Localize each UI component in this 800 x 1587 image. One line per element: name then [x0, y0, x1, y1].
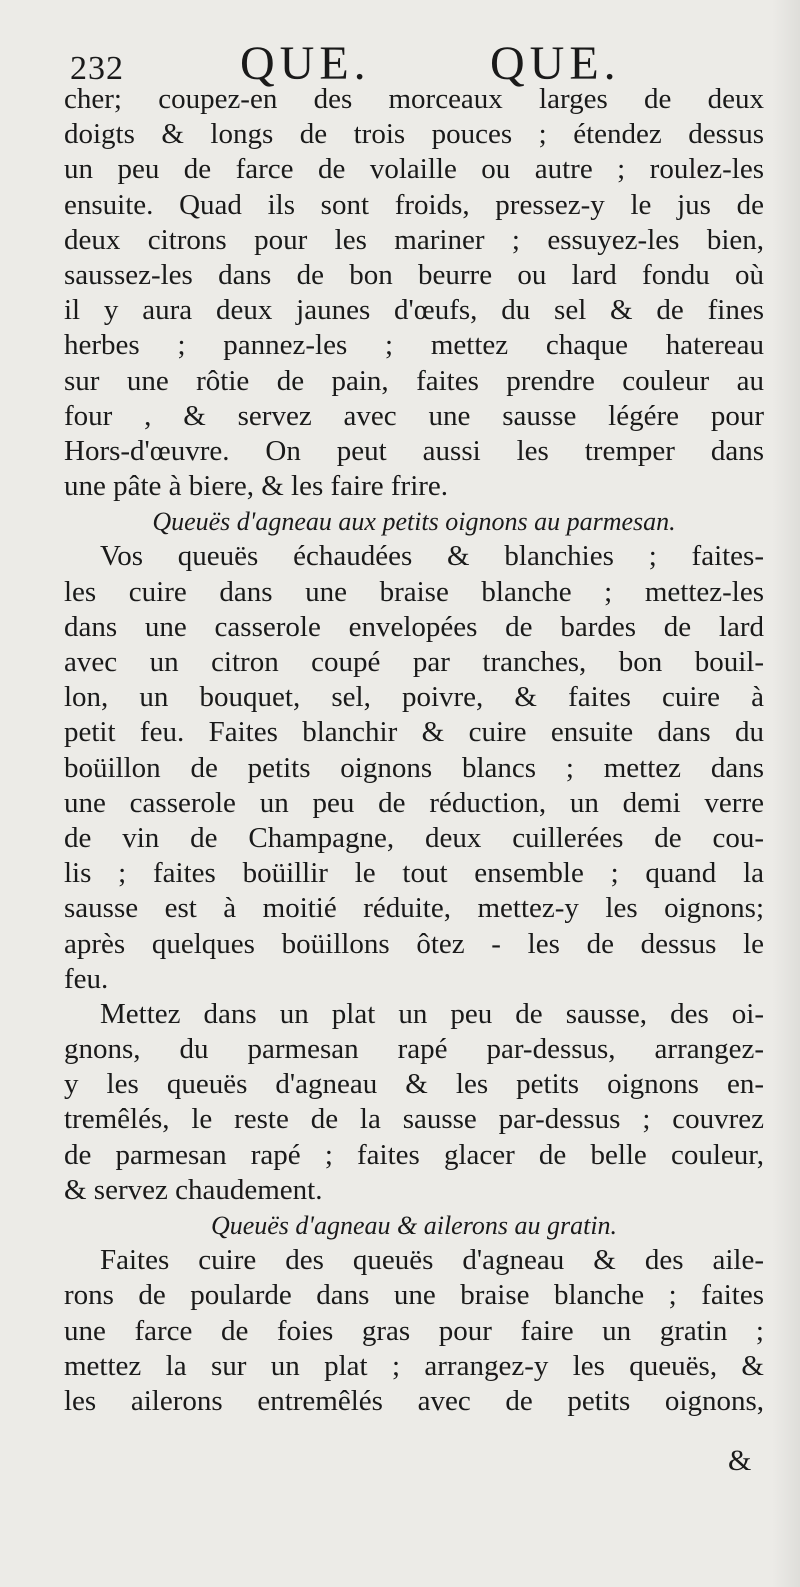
text-line: une pâte à biere, & les faire frire.	[64, 470, 449, 503]
catchword: &	[728, 1444, 752, 1477]
text-line: rons de poularde dans une braise blanche ; faites	[64, 1279, 764, 1312]
text-line: deux citrons pour les mariner ; essuyez-les bien,	[64, 223, 764, 256]
text-line: Mettez dans un plat un peu de sausse, des oi-	[100, 997, 764, 1030]
text-line: & servez chaudement.	[64, 1173, 323, 1206]
text-line: les ailerons entremêlés avec de petits oignons,	[64, 1384, 764, 1417]
text-line: y les queuës d'agneau & les petits oignons en-	[64, 1068, 764, 1101]
section-heading: Queuës d'agneau aux petits oignons au parmesan.	[152, 507, 676, 537]
text-line: les cuire dans une braise blanche ; mettez-les	[64, 575, 764, 608]
text-line: avec un citron coupé par tranches, bon bouil-	[64, 646, 764, 678]
text-line: Hors-d'œuvre. On peut aussi les tremper dans	[64, 434, 764, 467]
text-line: lis ; faites boüillir le tout ensemble ; quand la	[64, 857, 764, 890]
running-head-left: QUE.	[240, 37, 371, 90]
text-line: de parmesan rapé ; faites glacer de belle couleur,	[64, 1138, 764, 1171]
text-line: une farce de foies gras pour faire un gratin ;	[64, 1314, 764, 1347]
text-line: Vos queuës échaudées & blanchies ; faites-	[100, 540, 764, 573]
text-line: four , & servez avec une sausse légére pour	[64, 399, 764, 432]
text-line: lon, un bouquet, sel, poivre, & faites cuire à	[64, 681, 764, 714]
text-line: après quelques boüillons ôtez - les de dessus le	[64, 927, 764, 960]
text-line: feu.	[64, 962, 109, 995]
text-line: tremêlés, le reste de la sausse par-dessus ; couvrez	[64, 1103, 764, 1136]
text-line: petit feu. Faites blanchir & cuire ensuite dans du	[64, 716, 764, 749]
text-line: dans une casserole envelopées de bardes de lard	[64, 610, 764, 643]
text-line: saussez-les dans de bon beurre ou lard fondu où	[64, 258, 764, 291]
text-line: gnons, du parmesan rapé par-dessus, arrangez-	[64, 1033, 764, 1066]
text-line: de vin de Champagne, deux cuillerées de cou-	[64, 821, 764, 854]
text-line: sausse est à moitié réduite, mettez-y les oignons;	[64, 892, 764, 925]
section-heading: Queuës d'agneau & ailerons au gratin.	[210, 1211, 618, 1240]
text-line: sur une rôtie de pain, faites prendre couleur au	[64, 364, 764, 397]
body-text	[64, 82, 764, 1419]
text-line: cher; coupez-en des morceaux larges de deux	[64, 83, 764, 115]
text-line: herbes ; pannez-les ; mettez chaque hatereau	[64, 329, 764, 362]
running-head-right: QUE.	[490, 37, 621, 90]
text-line: boüillon de petits oignons blancs ; mettez dans	[64, 751, 764, 784]
text-line: doigts & longs de trois pouces ; étendez dessus	[64, 118, 764, 151]
text-line: ensuite. Quad ils sont froids, pressez-y le jus de	[64, 188, 764, 221]
text-line: une casserole un peu de réduction, un demi verre	[64, 786, 764, 819]
page-edge-shadow	[772, 0, 800, 1587]
text-line: Faites cuire des queuës d'agneau & des aile-	[100, 1244, 764, 1277]
text-line: mettez la sur un plat ; arrangez-y les queuës, &	[64, 1349, 764, 1382]
page-number: 232	[70, 50, 124, 87]
text-line: il y aura deux jaunes d'œufs, du sel & de fines	[64, 294, 764, 327]
text-line: un peu de farce de volaille ou autre ; roulez-les	[64, 153, 764, 186]
